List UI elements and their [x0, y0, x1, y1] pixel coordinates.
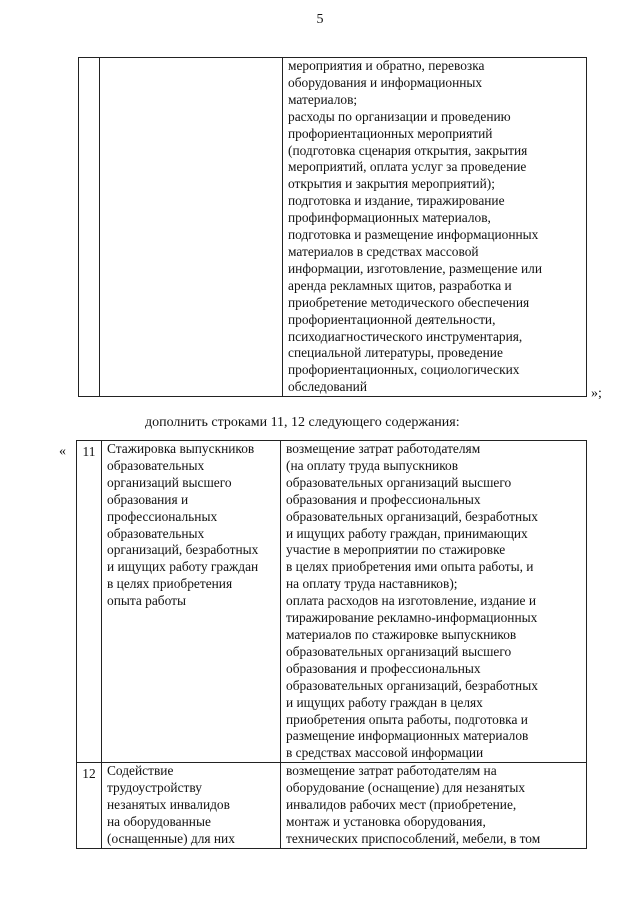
text-line: возмещение затрат работодателям на	[286, 763, 497, 779]
row-name-cell	[102, 763, 281, 849]
text-line: психодиагностического инструментария,	[288, 328, 523, 344]
text-line: профориентационных, социологических	[288, 362, 520, 378]
new-rows-table	[76, 440, 587, 849]
text-line: и ищущих работу граждан, принимающих	[286, 525, 528, 541]
row-name-cell	[102, 441, 281, 763]
text-line: возмещение затрат работодателям	[286, 441, 481, 456]
opening-quote: «	[59, 444, 66, 459]
text-line: и ищущих работу граждан в целях	[286, 694, 483, 710]
text-line: (на оплату труда выпускников	[286, 457, 459, 473]
row-number-cell	[79, 58, 100, 397]
instruction-text: дополнить строками 11, 12 следующего содержания:	[145, 415, 460, 430]
text-line: (оснащенные) для них	[107, 830, 235, 846]
text-line: оборудование (оснащение) для незанятых	[286, 780, 526, 796]
text-line: Стажировка выпускников	[107, 441, 255, 456]
text-line: Содействие	[107, 763, 174, 779]
text-line: образования и профессиональных	[286, 491, 481, 507]
text-line: и ищущих работу граждан	[107, 559, 259, 575]
text-line: в целях приобретения ими опыта работы, и	[286, 559, 534, 575]
text-line: специальной литературы, проведение	[288, 345, 503, 361]
text-line: материалов;	[288, 91, 358, 107]
row-description-cell	[283, 58, 587, 397]
text-line: подготовка и издание, тиражирование	[288, 193, 505, 209]
text-line: образовательных	[107, 525, 205, 541]
table-row	[77, 763, 587, 849]
text-line: мероприятия и обратно, перевозка	[288, 58, 485, 73]
text-line: инвалидов рабочих мест (приобретение,	[286, 797, 517, 813]
text-line: в целях приобретения	[107, 576, 233, 592]
text-line: опыта работы	[107, 593, 186, 609]
text-line: мероприятий, оплата услуг за проведение	[288, 159, 527, 175]
text-line: профессиональных	[107, 508, 218, 524]
row-name-cell	[100, 58, 283, 397]
text-line: открытия и закрытия мероприятий);	[288, 176, 495, 192]
text-line: образовательных организаций, безработных	[286, 508, 538, 524]
text-line: оборудования и информационных	[288, 74, 483, 90]
table-row	[77, 441, 587, 763]
closing-quote: »;	[591, 386, 602, 401]
text-line: тиражирование рекламно-информационных	[286, 610, 538, 626]
text-line: в средствах массовой информации	[286, 745, 484, 761]
continuation-table	[78, 57, 587, 397]
row-description-cell	[281, 763, 587, 849]
text-line: на оборудованные	[107, 813, 211, 829]
text-line: на оплату труда наставников);	[286, 576, 458, 592]
text-line: незанятых инвалидов	[107, 797, 230, 813]
text-line: материалов по стажировке выпускников	[286, 626, 517, 642]
text-line: подготовка и размещение информационных	[288, 227, 539, 243]
text-line: аренда рекламных щитов, разработка и	[288, 277, 512, 293]
text-line: организаций, безработных	[107, 542, 259, 558]
text-line: образовательных организаций, безработных	[286, 677, 538, 693]
text-line: образовательных организаций высшего	[286, 643, 512, 659]
page-number: 5	[316, 12, 324, 27]
text-line: трудоустройству	[107, 780, 202, 796]
text-line: профориентационных мероприятий	[288, 125, 493, 141]
text-line: организаций высшего	[107, 474, 232, 490]
text-line: размещение информационных материалов	[286, 728, 529, 744]
text-line: образования и	[107, 491, 189, 507]
row-number-cell: 11	[77, 441, 102, 763]
table-row	[79, 58, 587, 397]
text-line: образования и профессиональных	[286, 660, 481, 676]
text-line: технических приспособлений, мебели, в том	[286, 830, 541, 846]
text-line: приобретение методического обеспечения	[288, 294, 530, 310]
row-number-cell: 12	[77, 763, 102, 849]
text-line: расходы по организации и проведению	[288, 108, 511, 124]
text-line: профориентационной деятельности,	[288, 311, 496, 327]
text-line: материалов в средствах массовой	[288, 243, 479, 259]
row-description-cell	[281, 441, 587, 763]
text-line: информации, изготовление, размещение или	[288, 260, 543, 276]
text-line: профинформационных материалов,	[288, 210, 491, 226]
text-line: образовательных	[107, 457, 205, 473]
text-line: монтаж и установка оборудования,	[286, 813, 486, 829]
text-line: участие в мероприятии по стажировке	[286, 542, 506, 558]
text-line: приобретения опыта работы, подготовка и	[286, 711, 528, 727]
text-line: оплата расходов на изготовление, издание и	[286, 593, 536, 609]
text-line: (подготовка сценария открытия, закрытия	[288, 142, 528, 158]
text-line: обследований	[288, 379, 367, 395]
text-line: образовательных организаций высшего	[286, 474, 512, 490]
